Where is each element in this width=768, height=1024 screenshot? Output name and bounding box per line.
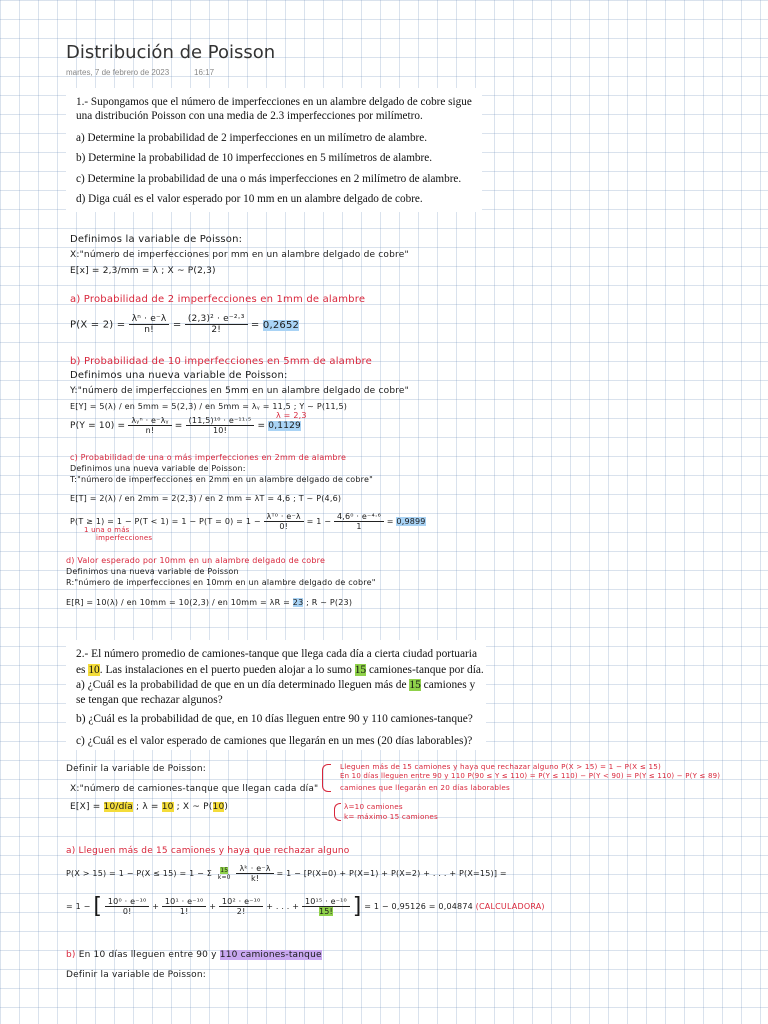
sol1-b-note: λ = 2,3 — [276, 411, 307, 420]
problem-2-box — [66, 640, 486, 750]
sol1-a-frac2: $\frac{\text{(2,3)² · e⁻²·³}}{2!}$ — [185, 314, 248, 335]
sol1-d-define: Definimos una nueva variable de Poisson — [66, 567, 239, 576]
sol2-a-equation-line1: P(X > 15) = 1 − P(X ≤ 15) = 1 − Σ 15 k=0 $\frac{\text{λᵏ · e⁻λ}}{k!}$ = 1 − [P(X=0) + P(X=1) + P(X=2) + . . . + P(X=15)] = — [66, 864, 507, 883]
sol1-b-result: 0,1129 — [268, 421, 301, 431]
sol2-define-title: Definir la variable de Poisson: — [66, 764, 206, 774]
problem-1-box — [66, 88, 482, 212]
sol1-c-t-definition: T:"número de imperfecciones en 2mm en un alambre delgado de cobre" — [70, 475, 373, 484]
sol1-define-title: Definimos la variable de Poisson: — [70, 234, 243, 245]
sol1-b-define: Definimos una nueva variable de Poisson: — [70, 370, 288, 381]
sol1-b-frac2: $\frac{\text{(11,5)¹⁰ · e⁻¹¹·⁵}}{10!}$ — [186, 416, 255, 435]
sol2-a-term1: $\frac{\text{10⁰ · e⁻¹⁰}}{0!}$ — [105, 897, 150, 916]
sol2-a-title — [66, 846, 350, 856]
sol2-a-equation-line2: = 1 − [ $\frac{\text{10⁰ · e⁻¹⁰}}{0!}$ + $\frac{\text{10¹ · e⁻¹⁰}}{1!}$ + $\frac{\text{10² · e⁻¹⁰}}{2!}$ + . . . + $\frac{\text{10¹⁵ · e⁻¹⁰}}{15!}$ ] = 1 − 0,95126 = 0,04874 (CALCULADORA) — [66, 894, 545, 919]
problem-1-part-d: d) Diga cuál es el valor esperado por 10 mm en un alambre delgado de cobre. — [76, 193, 423, 205]
sol2-a-sum-limits: 15 k=0 — [217, 866, 231, 881]
sol1-c-expected-value: E[T] = 2(λ) / en 2mm = 2(2,3) / en 2 mm = λT = 4,6 ; T ~ P(4,6) — [70, 494, 342, 503]
problem-2-part-a-line2: se tengan que rechazar algunos? — [76, 694, 223, 706]
problem-2-part-b: b) ¿Cuál es la probabilidad de que, en 10 días lleguen entre 90 y 110 camiones-tanque? — [76, 713, 473, 725]
sol1-a-lhs: P(X = 2) = — [70, 319, 126, 331]
page-time: 16:17 — [194, 68, 215, 77]
problem-1-statement-line1: 1.- Supongamos que el número de imperfecciones en un alambre delgado de cobre sigue — [76, 96, 472, 108]
sol2-a-sum-frac: $\frac{\text{λᵏ · e⁻λ}}{k!}$ — [236, 864, 273, 883]
sol1-c-lhs: P(T ≥ 1) = 1 − P(T < 1) = 1 − P(T = 0) = 1 − — [70, 517, 261, 526]
sol2-note-lambda: λ=10 camiones — [344, 802, 403, 811]
sol1-b-lhs: P(Y = 10) = — [70, 421, 126, 431]
problem-2-max-highlight: 15 — [354, 664, 367, 676]
sol2-a-term3: $\frac{\text{10² · e⁻¹⁰}}{2!}$ — [219, 897, 264, 916]
page-title: Distribución de Poisson — [66, 42, 276, 63]
problem-1-part-a: a) Determine la probabilidad de 2 imperfecciones en un milímetro de alambre. — [76, 132, 428, 144]
sol1-a-frac1: $\frac{\text{λⁿ · e⁻λ}}{n!}$ — [129, 314, 170, 335]
sol1-c-frac2: $\frac{\text{4,6⁰ · e⁻⁴·⁶}}{1}$ — [334, 512, 384, 531]
problem-2-line1: 2.- El número promedio de camiones-tanque que llega cada día a cierta ciudad portuaria — [76, 648, 478, 660]
sol2-a-calculator: (CALCULADORA) — [475, 902, 545, 911]
problem-2-part-a-line1: a) ¿Cuál es la probabilidad de que en un día determinado lleguen más de 15 camiones y — [76, 679, 476, 691]
problem-2-mean-highlight: 10 — [88, 664, 100, 676]
sol1-c-frac1: $\frac{\text{λᵀ⁰ · e⁻λ}}{0!}$ — [264, 512, 304, 531]
sol2-expected-value: E[X] = 10/día ; λ = 10 ; X ~ P(10) — [70, 802, 229, 812]
sol2-b-define: Definir la variable de Poisson: — [66, 970, 206, 980]
sol1-b-expected-value: E[Y] = 5(λ) / en 5mm = 5(2,3) / en 5mm = λᵧ = 11,5 ; Y ~ P(11,5) — [70, 402, 348, 411]
sol2-a-result: = 1 − 0,95126 = 0,04874 — [364, 902, 473, 911]
problem-1-part-b: b) Determine la probabilidad de 10 imperfecciones en 5 milímetros de alambre. — [76, 152, 433, 164]
sol1-c-result: 0,9899 — [396, 517, 426, 526]
sol1-d-result: 23 — [292, 598, 304, 607]
sol1-c-title: c) Probabilidad de una o más imperfecciones en 2mm de alambre — [70, 453, 347, 462]
problem-1-statement-line2: una distribución Poisson con una media de 2.3 imperfecciones por milímetro. — [76, 110, 423, 122]
sol1-b-y-definition: Y:"número de imperfecciones en 5mm en un alambre delgado de cobre" — [70, 386, 410, 396]
sol1-c-note-2: imperfecciones — [96, 534, 153, 542]
sol1-c-equation: P(T ≥ 1) = 1 − P(T < 1) = 1 − P(T = 0) = 1 − $\frac{\text{λᵀ⁰ · e⁻λ}}{0!}$ = 1 − $\frac{\text{4,6⁰ · e⁻⁴·⁶}}{1}$ = 0,9899 — [70, 512, 426, 531]
problem-2-a-highlight: 15 — [409, 679, 421, 691]
sol1-x-definition: X:"número de imperfecciones por mm en un alambre delgado de cobre" — [70, 250, 409, 260]
sol2-note-a: Lleguen más de 15 camiones y haya que rechazar alguno P(X > 15) = 1 − P(X ≤ 15) — [340, 762, 662, 771]
sol1-a-title: a) Probabilidad de 2 imperfecciones en 1mm de alambre — [70, 294, 366, 305]
sol1-d-title: d) Valor esperado por 10mm en un alambre delgado de cobre — [66, 556, 326, 565]
sol1-a-result: 0,2652 — [262, 319, 300, 331]
sol2-x-definition: X:"número de camiones-tanque que llegan cada día" — [70, 784, 319, 794]
sol1-c-define: Definimos una nueva variable de Poisson: — [70, 464, 246, 473]
problem-1-part-c: c) Determine la probabilidad de una o más imperfecciones en 2 milímetro de alambre. — [76, 173, 462, 185]
sol1-d-expected-value: E[R] = 10(λ) / en 10mm = 10(2,3) / en 10mm = λR = 23 ; R ~ P(23) — [66, 598, 353, 607]
sol2-lambda-bracket — [334, 803, 341, 821]
sol2-a-term2: $\frac{\text{10¹ · e⁻¹⁰}}{1!}$ — [162, 897, 207, 916]
sol1-b-equation: P(Y = 10) = $\frac{\text{λᵧⁿ · e⁻λᵧ}}{n!}$ = $\frac{\text{(11,5)¹⁰ · e⁻¹¹·⁵}}{10!}$ = 0,1129 — [70, 416, 301, 435]
sol2-notes-bracket — [322, 764, 331, 792]
sol1-a-equation: P(X = 2) = $\frac{\text{λⁿ · e⁻λ}}{n!}$ = $\frac{\text{(2,3)² · e⁻²·³}}{2!}$ = 0,2652 — [70, 314, 300, 335]
page-date: martes, 7 de febrero de 2023 — [66, 68, 170, 77]
problem-2-line2: es 10. Las instalaciones en el puerto pueden alojar a lo sumo 15 camiones-tanque por día. — [76, 664, 484, 676]
sol1-c-note-1: 1 una o más — [84, 526, 130, 534]
sol2-note-c: camiones que llegarán en 20 días laborables — [340, 783, 510, 792]
sol2-a-label: a) Lleguen más de 15 camiones y haya que rechazar alguno — [66, 846, 350, 856]
sol2-lambda-value: 10 — [161, 802, 174, 812]
problem-2-part-c: c) ¿Cuál es el valor esperado de camiones que llegarán en un mes (20 días laborables)? — [76, 735, 473, 747]
sol2-b-title-highlight: 110 camiones-tanque — [219, 950, 322, 960]
sol2-b-title: b) En 10 días lleguen entre 90 y 110 camiones-tanque — [66, 950, 322, 960]
sol2-a-term4: $\frac{\text{10¹⁵ · e⁻¹⁰}}{15!}$ — [302, 897, 350, 916]
sol2-note-b: En 10 días lleguen entre 90 y 110 P(90 ≤ Y ≤ 110) = P(Y ≤ 110) − P(Y < 90) = P(Y ≤ 110) − P(Y ≤ 89) — [340, 772, 721, 780]
sol1-b-frac1: $\frac{\text{λᵧⁿ · e⁻λᵧ}}{n!}$ — [128, 416, 171, 435]
sol1-expected-value: E[x] = 2,3/mm = λ ; X ~ P(2,3) — [70, 266, 216, 276]
sol2-ex-value: 10/día — [103, 802, 133, 812]
sol1-b-title: b) Probabilidad de 10 imperfecciones en 5mm de alambre — [70, 356, 372, 367]
sol1-d-r-definition: R:"número de imperfecciones en 10mm en un alambre delgado de cobre" — [66, 578, 376, 587]
sol2-note-k: k= máximo 15 camiones — [344, 812, 438, 821]
sol2-p-value: 10 — [212, 802, 225, 812]
